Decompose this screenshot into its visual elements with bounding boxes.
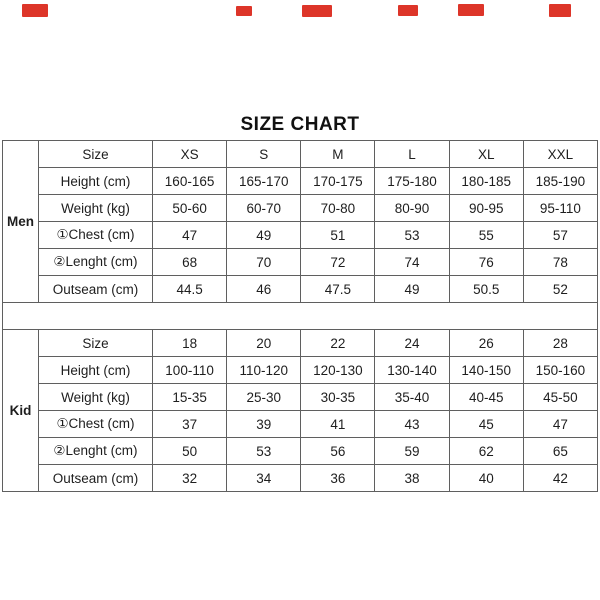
row-header-cell: ②Lenght (cm) <box>39 438 153 465</box>
table-row <box>3 330 598 357</box>
value-cell: 120-130 <box>301 357 375 384</box>
table-row <box>3 249 598 276</box>
value-cell: 46 <box>227 276 301 303</box>
row-header-cell: Weight (kg) <box>39 195 153 222</box>
table-row <box>3 438 598 465</box>
value-cell: 49 <box>227 222 301 249</box>
value-cell: 24 <box>375 330 449 357</box>
value-cell: 55 <box>449 222 523 249</box>
red-mark <box>22 4 48 17</box>
red-mark <box>458 4 484 16</box>
value-cell: M <box>301 141 375 168</box>
value-cell: L <box>375 141 449 168</box>
table-row <box>3 141 598 168</box>
row-header-cell: Height (cm) <box>39 357 153 384</box>
table-row <box>3 465 598 492</box>
value-cell: 44.5 <box>153 276 227 303</box>
value-cell: 70-80 <box>301 195 375 222</box>
value-cell: 28 <box>523 330 597 357</box>
value-cell: 25-30 <box>227 384 301 411</box>
value-cell: 20 <box>227 330 301 357</box>
value-cell: 140-150 <box>449 357 523 384</box>
value-cell: 34 <box>227 465 301 492</box>
value-cell: 68 <box>153 249 227 276</box>
value-cell: 26 <box>449 330 523 357</box>
value-cell: 170-175 <box>301 168 375 195</box>
value-cell: 78 <box>523 249 597 276</box>
table-row <box>3 384 598 411</box>
red-mark <box>236 6 252 16</box>
section-divider <box>3 303 598 330</box>
value-cell: 38 <box>375 465 449 492</box>
value-cell: 43 <box>375 411 449 438</box>
row-header-cell: Outseam (cm) <box>39 276 153 303</box>
row-header-cell: Size <box>39 330 153 357</box>
value-cell: 40 <box>449 465 523 492</box>
value-cell: 56 <box>301 438 375 465</box>
value-cell: 47 <box>153 222 227 249</box>
row-header-cell: Weight (kg) <box>39 384 153 411</box>
value-cell: 47 <box>523 411 597 438</box>
value-cell: 50.5 <box>449 276 523 303</box>
table-row <box>3 195 598 222</box>
row-header-cell: Outseam (cm) <box>39 465 153 492</box>
value-cell: 50-60 <box>153 195 227 222</box>
value-cell: 70 <box>227 249 301 276</box>
size-chart-table <box>2 140 598 492</box>
divider-row <box>3 303 598 330</box>
value-cell: 80-90 <box>375 195 449 222</box>
value-cell: 40-45 <box>449 384 523 411</box>
group-label-men: Men <box>3 141 39 303</box>
page-title: SIZE CHART <box>240 114 360 135</box>
value-cell: S <box>227 141 301 168</box>
value-cell: 35-40 <box>375 384 449 411</box>
value-cell: 39 <box>227 411 301 438</box>
table-row <box>3 168 598 195</box>
value-cell: 100-110 <box>153 357 227 384</box>
kid-section <box>3 330 598 492</box>
row-header-cell: Height (cm) <box>39 168 153 195</box>
value-cell: 57 <box>523 222 597 249</box>
row-header-cell: ②Lenght (cm) <box>39 249 153 276</box>
value-cell: 30-35 <box>301 384 375 411</box>
value-cell: 160-165 <box>153 168 227 195</box>
table-row <box>3 276 598 303</box>
value-cell: 180-185 <box>449 168 523 195</box>
value-cell: 95-110 <box>523 195 597 222</box>
value-cell: 60-70 <box>227 195 301 222</box>
value-cell: 74 <box>375 249 449 276</box>
value-cell: 130-140 <box>375 357 449 384</box>
value-cell: 41 <box>301 411 375 438</box>
row-header-cell: ①Chest (cm) <box>39 411 153 438</box>
value-cell: 62 <box>449 438 523 465</box>
value-cell: 53 <box>375 222 449 249</box>
red-mark <box>549 4 571 17</box>
value-cell: 59 <box>375 438 449 465</box>
value-cell: 76 <box>449 249 523 276</box>
value-cell: 52 <box>523 276 597 303</box>
divider-cell <box>3 303 598 330</box>
value-cell: 150-160 <box>523 357 597 384</box>
row-header-cell: Size <box>39 141 153 168</box>
value-cell: 45-50 <box>523 384 597 411</box>
value-cell: 72 <box>301 249 375 276</box>
value-cell: 42 <box>523 465 597 492</box>
table-row <box>3 411 598 438</box>
table-row <box>3 357 598 384</box>
value-cell: 50 <box>153 438 227 465</box>
value-cell: 51 <box>301 222 375 249</box>
value-cell: 90-95 <box>449 195 523 222</box>
value-cell: 32 <box>153 465 227 492</box>
value-cell: 110-120 <box>227 357 301 384</box>
men-section <box>3 141 598 303</box>
table-row <box>3 222 598 249</box>
value-cell: 47.5 <box>301 276 375 303</box>
value-cell: 18 <box>153 330 227 357</box>
value-cell: 36 <box>301 465 375 492</box>
value-cell: XL <box>449 141 523 168</box>
red-mark <box>398 5 418 16</box>
red-print-fragments <box>0 0 600 20</box>
red-mark <box>302 5 332 17</box>
value-cell: XS <box>153 141 227 168</box>
value-cell: 49 <box>375 276 449 303</box>
value-cell: 65 <box>523 438 597 465</box>
value-cell: XXL <box>523 141 597 168</box>
value-cell: 45 <box>449 411 523 438</box>
value-cell: 53 <box>227 438 301 465</box>
group-label-kid: Kid <box>3 330 39 492</box>
value-cell: 37 <box>153 411 227 438</box>
value-cell: 15-35 <box>153 384 227 411</box>
value-cell: 185-190 <box>523 168 597 195</box>
value-cell: 165-170 <box>227 168 301 195</box>
value-cell: 22 <box>301 330 375 357</box>
value-cell: 175-180 <box>375 168 449 195</box>
row-header-cell: ①Chest (cm) <box>39 222 153 249</box>
